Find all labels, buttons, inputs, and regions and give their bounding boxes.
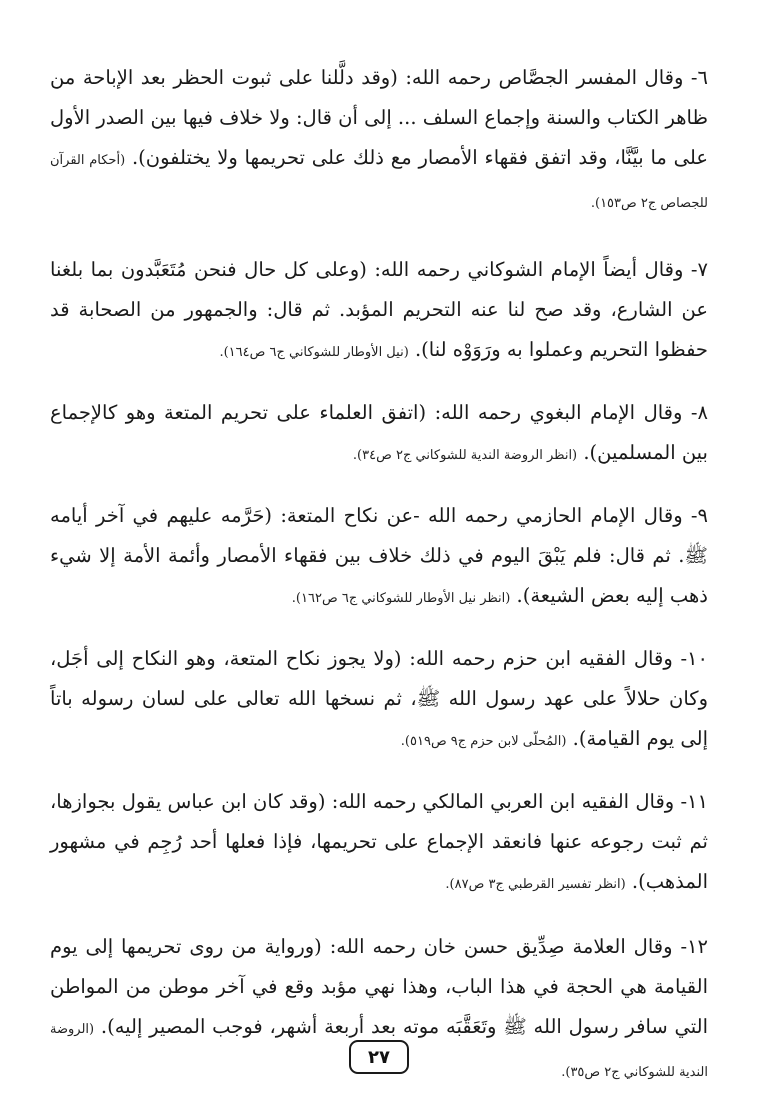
- source-reference: (المُحلّى لابن حزم ج٩ ص٥١٩).: [400, 734, 567, 749]
- quote-text: ٩- وقال الإمام الحازمي رحمه الله -عن نكاح المتعة: (حَرَّمه عليهم في آخر أيامه ﷺ. ثم قال: فلم يَبْقَ اليوم في ذلك خلاف بين فقهاء الأمصار وأئمة الأمة إلا شيء ذهب إليه بعض الشيعة).: [50, 504, 708, 607]
- source-reference: (أحكام القرآن للجصاص ج٢ ص١٥٣).: [50, 153, 708, 211]
- quote-paragraph-9: [50, 496, 708, 619]
- page-body: [50, 58, 708, 1115]
- page-number: ٢٧: [349, 1040, 409, 1074]
- quote-paragraph-10: [50, 639, 708, 762]
- source-reference: (انظر الروضة الندية للشوكاني ج٢ ص٣٤).: [352, 448, 578, 463]
- source-reference: (نيل الأوطار للشوكاني ج٦ ص١٦٤).: [219, 345, 409, 360]
- quote-text: ٧- وقال أيضاً الإمام الشوكاني رحمه الله: (وعلى كل حال فنحن مُتَعَبَّدون بما بلغنا عن الشارع، وقد صح لنا عنه التحريم المؤبد. ثم قال: والجمهور من الصحابة قد حفظوا التحريم وعملوا به ورَوَوْه لنا).: [50, 258, 708, 361]
- quote-text: ١١- وقال الفقيه ابن العربي المالكي رحمه الله: (وقد كان ابن عباس يقول بجوازها، ثم ثبت رجوعه عنها فانعقد الإجماع على تحريمها، فإذا فعلها أحد رُجِم في مشهور المذهب).: [50, 790, 708, 893]
- source-reference: (انظر تفسير القرطبي ج٣ ص٨٧).: [445, 877, 626, 892]
- source-reference: (انظر نيل الأوطار للشوكاني ج٦ ص١٦٢).: [291, 591, 511, 606]
- quote-text: ٨- وقال الإمام البغوي رحمه الله: (اتفق العلماء على تحريم المتعة وهو كالإجماع بين المسلمين).: [50, 401, 708, 464]
- quote-paragraph-6: [50, 58, 708, 224]
- quote-text: ٦- وقال المفسر الجصَّاص رحمه الله: (وقد دلَّلنا على ثبوت الحظر بعد الإباحة من ظاهر الكتاب والسنة وإجماع السلف ... إلى أن قال: ولا خلاف فيها بين الصدر الأول على ما بيَّنَّا، وقد اتفق فقهاء الأمصار مع ذلك على تحريمها ولا يختلفون).: [50, 66, 708, 169]
- quote-paragraph-11: [50, 782, 708, 905]
- quote-paragraph-8: [50, 393, 708, 476]
- quote-text: ١٠- وقال الفقيه ابن حزم رحمه الله: (ولا يجوز نكاح المتعة، وهو النكاح إلى أجَل، وكان حلالاً على عهد رسول الله ﷺ، ثم نسخها الله تعالى على لسان رسوله باتاً إلى يوم القيامة).: [50, 647, 708, 750]
- quote-paragraph-7: [50, 250, 708, 373]
- source-reference: (الروضة الندية للشوكاني ج٢ ص٣٥).: [50, 1022, 708, 1080]
- quote-text: ١٢- وقال العلامة صِدِّيق حسن خان رحمه الله: (ورواية من روى تحريمها إلى يوم القيامة هي الحجة في هذا الباب، وهذا نهي مؤبد وقع في آخر موطن من المواطن التي سافر رسول الله ﷺ وتَعَقَّبَه موته بعد أربعة أشهر، فوجب المصير إليه).: [50, 935, 708, 1038]
